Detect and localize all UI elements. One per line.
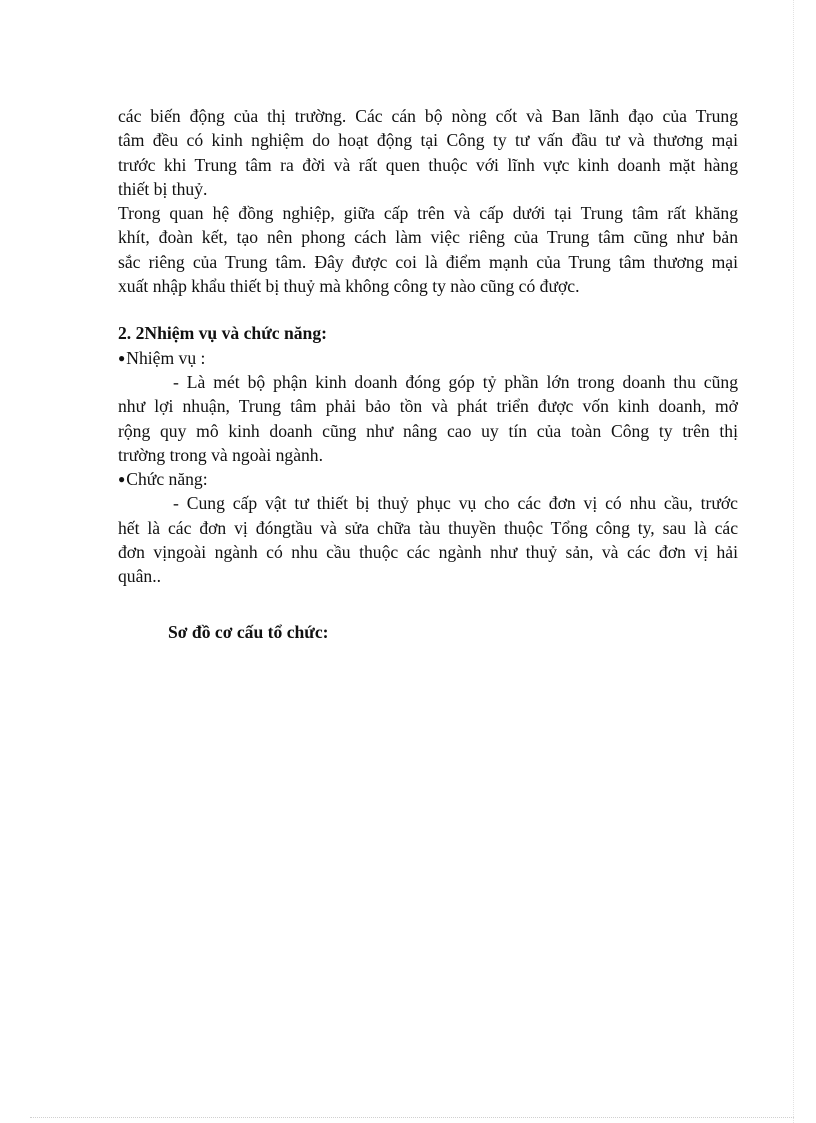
page-bottom-divider [30, 1117, 794, 1118]
duties-label-line [118, 346, 738, 370]
text-line: trường trong và ngoài ngành. [118, 444, 323, 465]
text-line: như lợi nhuận, Trung tâm phải bảo tồn và phát triển được vốn kinh doanh, mở [118, 396, 738, 417]
text-line: - Là mét bộ phận kinh doanh đóng góp tỷ phần lớn trong doanh thu cũng [173, 371, 738, 392]
section-heading: 2. 2Nhiệm vụ và chức năng: [118, 323, 327, 344]
text-line: - Cung cấp vật tư thiết bị thuỷ phục vụ cho các đơn vị có nhu cầu, trước [173, 493, 738, 514]
text-line: trước khi Trung tâm ra đời và rất quen thuộc với lĩnh vực kinh doanh mặt hàng [118, 154, 738, 175]
paragraph-colleague-relations [118, 201, 738, 298]
text-line: xuất nhập khẩu thiết bị thuỷ mà không công ty nào cũng có được. [118, 276, 580, 297]
document-page [118, 104, 738, 644]
text-line: khít, đoàn kết, tạo nên phong cách làm việc riêng của Trung tâm cũng như bản [118, 227, 738, 248]
bullet-icon: ● [118, 350, 126, 365]
text-line: rộng quy mô kinh doanh cũng như nâng cao uy tín của toàn Công ty trên thị [118, 420, 738, 441]
text-line: hết là các đơn vị đóngtầu và sửa chữa tàu thuyền thuộc Tổng công ty, sau là các [118, 517, 738, 538]
text-line: Trong quan hệ đồng nghiệp, giữa cấp trên và cấp dưới tại Trung tâm rất khăng [118, 203, 738, 224]
text-line: sắc riêng của Trung tâm. Đây được coi là điểm mạnh của Trung tâm thương mại [118, 251, 738, 272]
org-chart-title: Sơ đồ cơ cấu tổ chức: [168, 621, 329, 642]
duties-block [118, 346, 738, 467]
paragraph-market-experience [118, 104, 738, 201]
text-line: đơn vịngoài ngành có nhu cầu thuộc các ngành như thuỷ sản, và các đơn vị hải [118, 542, 738, 563]
functions-label-line [118, 467, 738, 491]
text-line: quân.. [118, 566, 161, 587]
bullet-icon: ● [118, 472, 126, 487]
page-right-edge [793, 0, 794, 1123]
duties-label: Nhiệm vụ : [126, 347, 206, 368]
text-line: tâm đều có kinh nghiệm do hoạt động tại Công ty tư vấn đầu tư và thương mại [118, 130, 738, 151]
functions-label: Chức năng: [126, 469, 208, 490]
text-line: thiết bị thuỷ. [118, 178, 208, 199]
functions-block [118, 467, 738, 588]
text-line: các biến động của thị trường. Các cán bộ nòng cốt và Ban lãnh đạo của Trung [118, 106, 738, 126]
